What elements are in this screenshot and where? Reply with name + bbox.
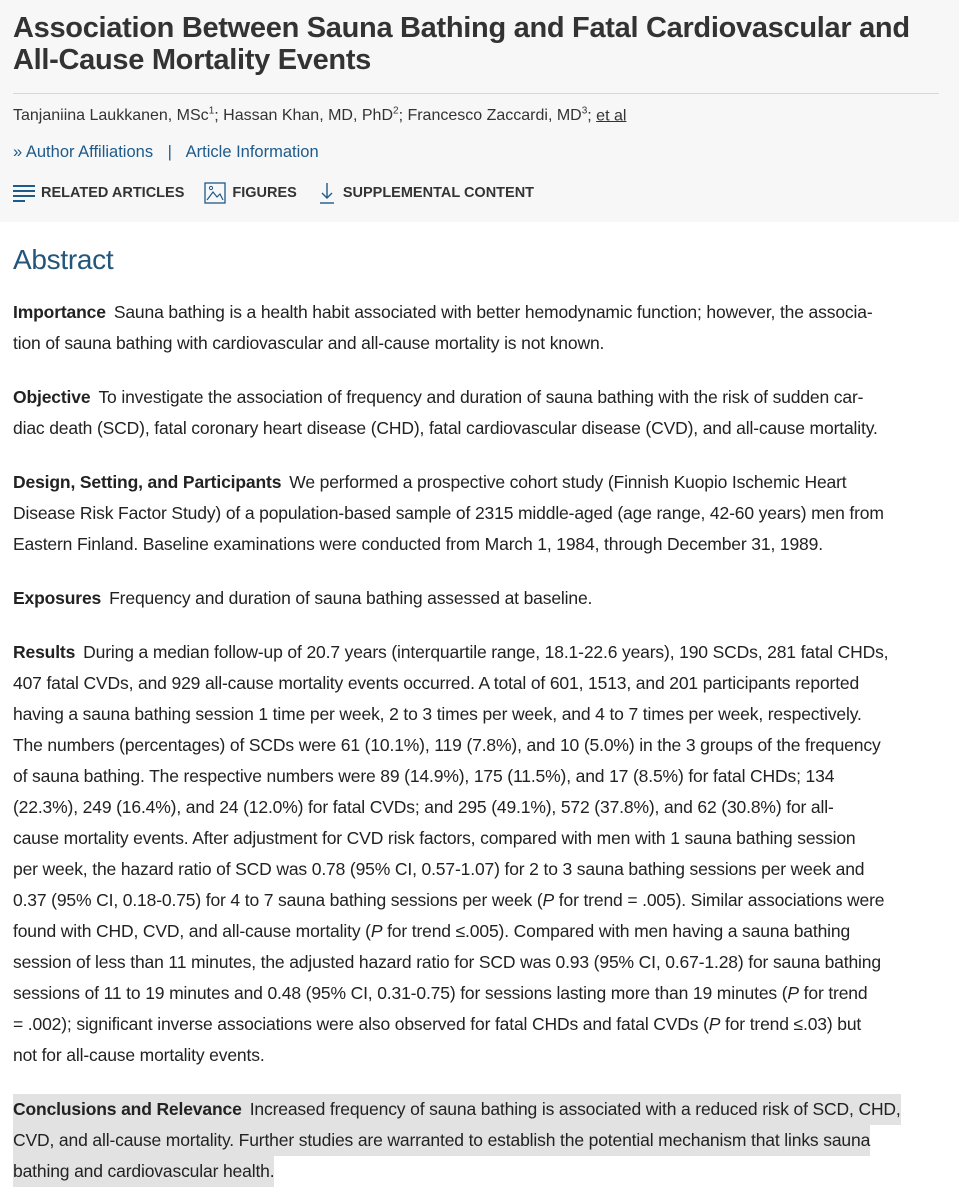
text-line <box>13 637 946 668</box>
author-affiliations-link[interactable]: » Author Affiliations <box>13 143 154 162</box>
text-line <box>13 529 946 560</box>
section-text: tion of sauna bathing with cardiovascular and all-cause mortality is not known. <box>13 333 605 353</box>
figures-button[interactable]: FIGURES <box>204 182 296 204</box>
abstract-heading: Abstract <box>13 244 114 275</box>
section-text: Sauna bathing is a health habit associated with better hemodynamic function; however, the associa- <box>113 302 873 322</box>
section-text: found with CHD, CVD, and all-cause mortality (P for trend ≤.005). Compared with men having a sauna bathing <box>13 921 851 941</box>
supplemental-content-button[interactable]: SUPPLEMENTAL CONTENT <box>317 182 534 204</box>
divider <box>13 93 939 94</box>
article-header <box>0 0 959 222</box>
abstract-section-objective <box>13 382 946 444</box>
author-list: Tanjaniina Laukkanen, MSc$^1$; Hassan Khan, MD, PhD$^2$; Francesco Zaccardi, $MD^3$; et al <box>13 106 627 125</box>
text-line <box>13 885 946 916</box>
text-line <box>13 382 946 413</box>
text-line <box>13 1009 946 1040</box>
abstract-section-conclusions-and-relevance <box>13 1094 946 1187</box>
section-text: = .002); significant inverse associations were also observed for fatal CHDs and fatal CVDs (P for trend ≤.03) but <box>13 1014 862 1034</box>
text-line <box>13 328 946 359</box>
text-line <box>13 467 946 498</box>
separator: | <box>167 143 172 162</box>
text-line <box>13 498 946 529</box>
text-line <box>13 761 946 792</box>
text-line <box>13 823 946 854</box>
text-line <box>13 668 946 699</box>
text-line <box>13 854 946 885</box>
section-text: During a median follow-up of 20.7 years (interquartile range, 18.1-22.6 years), 190 SCDs, 281 fatal CHDs, <box>83 642 889 662</box>
section-text: cause mortality events. After adjustment for CVD risk factors, compared with men with 1 sauna bathing session <box>13 828 856 848</box>
section-text: Frequency and duration of sauna bathing assessed at baseline. <box>109 588 593 608</box>
abstract <box>0 244 959 1187</box>
abstract-section-importance <box>13 297 946 359</box>
text-line <box>13 1156 274 1187</box>
section-text: not for all-cause mortality events. <box>13 1045 265 1065</box>
section-text: session of less than 11 minutes, the adjusted hazard ratio for SCD was 0.93 (95% CI, 0.67-1.28) for sauna bathing <box>13 952 881 972</box>
section-label: Conclusions and Relevance <box>13 1099 242 1119</box>
text-line <box>13 1094 901 1125</box>
section-text: 0.37 (95% CI, 0.18-0.75) for 4 to 7 sauna bathing sessions per week (P for trend = .005). Similar associations were <box>13 890 885 910</box>
author[interactable]: Francesco Zaccardi, $MD^3$ <box>407 106 588 125</box>
text-line <box>13 916 946 947</box>
section-label: Objective <box>13 387 91 407</box>
text-line <box>13 792 946 823</box>
section-label: Exposures <box>13 588 102 608</box>
section-text: (22.3%), 249 (16.4%), and 24 (12.0%) for fatal CVDs; and 295 (49.1%), 572 (37.8%), and 62 (30.8%) for all- <box>13 797 834 817</box>
section-text: sessions of 11 to 19 minutes and 0.48 (95% CI, 0.31-0.75) for sessions lasting more than 19 minutes (P for trend <box>13 983 868 1003</box>
section-text: The numbers (percentages) of SCDs were 61 (10.1%), 119 (7.8%), and 10 (5.0%) in the 3 groups of the frequency <box>13 735 881 755</box>
text-line <box>13 978 946 1009</box>
article-information-link[interactable]: Article Information <box>185 143 319 162</box>
text-line <box>13 699 946 730</box>
section-label: Results <box>13 642 76 662</box>
text-line <box>13 947 946 978</box>
section-text: To investigate the association of frequency and duration of sauna bathing with the risk of sudden car- <box>98 387 864 407</box>
author[interactable]: Hassan Khan, MD, PhD$^2$ <box>223 106 399 125</box>
section-label: Importance <box>13 302 106 322</box>
related-articles-button[interactable]: RELATED ARTICLES <box>13 184 184 202</box>
section-text: diac death (SCD), fatal coronary heart disease (CHD), fatal cardiovascular disease (CVD), and all-cause mortality. <box>13 418 878 438</box>
section-text: Eastern Finland. Baseline examinations were conducted from March 1, 1984, through December 31, 1989. <box>13 534 823 554</box>
article-title: Association Between Sauna Bathing and Fatal Cardiovascular and All-Cause Mortality Events <box>13 12 910 76</box>
section-text: Increased frequency of sauna bathing is associated with a reduced risk of SCD, CHD, <box>249 1099 901 1119</box>
section-text: 407 fatal CVDs, and 929 all-cause mortality events occurred. A total of 601, 1513, and 201 participants reported <box>13 673 860 693</box>
image-icon <box>204 182 226 204</box>
section-text: We performed a prospective cohort study (Finnish Kuopio Ischemic Heart <box>289 472 847 492</box>
abstract-section-design-setting-and-participants <box>13 467 946 560</box>
text-line <box>13 1125 870 1156</box>
list-icon <box>13 184 35 202</box>
et-al-link[interactable]: et al <box>596 107 627 125</box>
section-text: per week, the hazard ratio of SCD was 0.78 (95% CI, 0.57-1.07) for 2 to 3 sauna bathing sessions per week and <box>13 859 865 879</box>
text-line <box>13 413 946 444</box>
author[interactable]: Tanjaniina Laukkanen, MSc$^1$ <box>13 106 215 125</box>
section-text: bathing and cardiovascular health. <box>13 1161 275 1181</box>
abstract-section-exposures <box>13 583 946 614</box>
article-toolbar <box>13 182 946 204</box>
text-line <box>13 730 946 761</box>
double-chevron-right-icon: » <box>13 143 23 162</box>
download-icon <box>317 182 337 204</box>
section-text: Disease Risk Factor Study) of a population-based sample of 2315 middle-aged (age range, 42-60 years) men from <box>13 503 884 523</box>
text-line <box>13 583 946 614</box>
abstract-section-results <box>13 637 946 1071</box>
article-links <box>13 143 946 162</box>
section-text: having a sauna bathing session 1 time per week, 2 to 3 times per week, and 4 to 7 times per week, respectively. <box>13 704 862 724</box>
text-line <box>13 297 946 328</box>
section-text: of sauna bathing. The respective numbers were 89 (14.9%), 175 (11.5%), and 17 (8.5%) for fatal CHDs; 134 <box>13 766 835 786</box>
text-line <box>13 1040 946 1071</box>
section-text: CVD, and all-cause mortality. Further studies are warranted to establish the potential mechanism that links sauna <box>13 1130 871 1150</box>
section-label: Design, Setting, and Participants <box>13 472 282 492</box>
